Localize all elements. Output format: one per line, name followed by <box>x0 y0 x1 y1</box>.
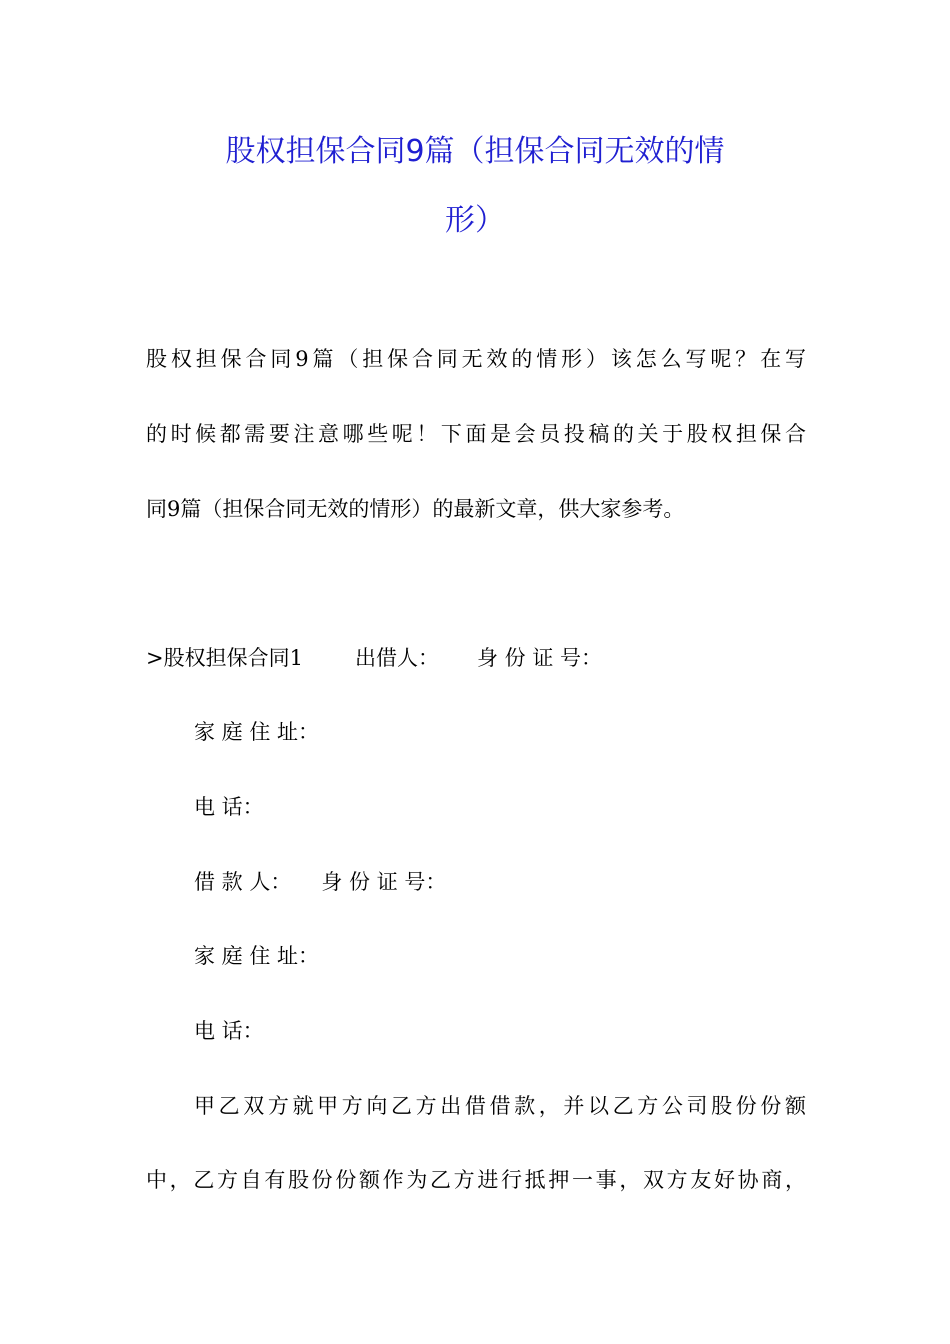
home-address-label: 家 庭 住 址： <box>194 720 320 744</box>
document-title-line-1: 股权担保合同9篇（担保合同无效的情 <box>225 134 725 169</box>
borrower-phone-label: 电 话： <box>194 1019 264 1043</box>
intro-line-1: 股权担保合同9篇（担保合同无效的情形）该怎么写呢？在写 <box>146 347 806 371</box>
intro-line-3: 同9篇（担保合同无效的情形）的最新文章，供大家参考。 <box>146 497 685 521</box>
borrower-id-number-label: 身 份 证 号： <box>321 870 447 894</box>
borrower-row <box>194 872 446 893</box>
borrower-label: 借 款 人： <box>194 870 292 894</box>
intro-line-2: 的时候都需要注意哪些呢！下面是会员投稿的关于股权担保合 <box>146 422 806 446</box>
section-heading-row <box>146 648 602 669</box>
agreement-line-1: 甲乙双方就甲方向乙方出借借款，并以乙方公司股份份额 <box>194 1094 806 1118</box>
borrower-home-address-label: 家 庭 住 址： <box>194 944 320 968</box>
lender-label: 出借人： <box>354 646 439 670</box>
id-number-label: 身 份 证 号： <box>476 646 602 670</box>
document-title-line-2: 形） <box>445 203 505 238</box>
phone-label: 电 话： <box>194 795 264 819</box>
section-heading: >股权担保合同1 <box>146 646 303 670</box>
agreement-line-2: 中，乙方自有股份份额作为乙方进行抵押一事，双方友好协商， <box>146 1168 806 1192</box>
